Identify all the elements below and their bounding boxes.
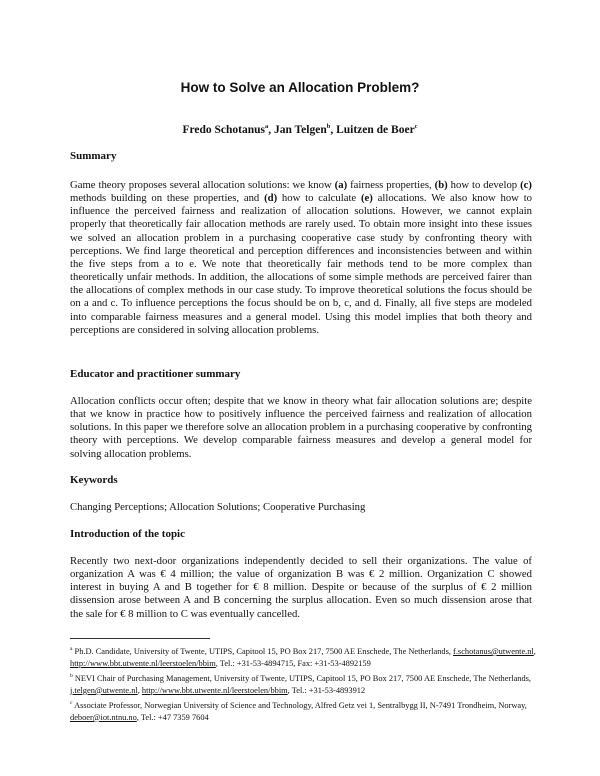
intro-paragraph: Recently two next-door organizations independently decided to sell their organizations. The value of organization A was € 4 million; the value of organization B was € 2 million. Organization C showed interest in buying A and B together for € 8 million. Despite or because of the surplus of € 2 million dissension arose between A and B concerning the surplus allocation. Even so much dissension arose that the sale for € 8 million to C was eventually cancelled. [70,555,532,620]
educator-paragraph: Allocation conflicts occur often; despite that we know in theory what fair allocation solutions are; despite that we know in practice how to positively influence the perceived fairness and realization of allocation solutions. In this paper we therefore solve an allocation problem in a purchasing cooperative by confronting theory with perceptions. We develop comparable fairness measures and develop a general model for solving allocation problems. [70,395,532,460]
affiliation-mark: a [264,123,269,130]
footnote-text: Associate Professor, Norwegian University of Science and Technology, Alfred Getz vei 1, Sentralbygg II, N-7491 Trondheim, Norway, [72,700,527,710]
web-link[interactable]: http://www.bbt.utwente.nl/leerstoelen/bbim [70,658,216,668]
intro-heading: Introduction of the topic [70,528,185,540]
educator-heading: Educator and practitioner summary [70,368,241,380]
affiliation-mark: b [326,123,331,130]
footnote-b [70,670,540,697]
email-link[interactable]: j.telgen@utwente.nl [70,685,138,695]
footnote-text: Ph.D. Candidate, University of Twente, UTIPS, Capitool 15, PO Box 217, 7500 AE Enschede, The Netherlands, [72,646,454,656]
text-run-bold: (b) [434,179,448,191]
text-run-bold: (a) [334,179,348,191]
summary-paragraph [70,179,532,337]
email-link[interactable]: deboer@iot.ntnu.no [70,712,137,722]
text-run-bold: (e) [360,192,373,205]
author-name: Luitzen de Boer [336,123,415,136]
text-run: how to develop [447,179,521,191]
author-separator: , [268,123,274,136]
keywords-heading: Keywords [70,474,118,486]
author-line [0,123,600,136]
footnote-a [70,643,540,670]
text-run: fairness properties, [347,179,435,191]
affiliation-mark: c [414,123,418,130]
footnote-separator: , [137,685,142,695]
text-run: allocations. We also know how to influence the perceived fairness and realization of allocation solutions. However, we cannot explain properly that theoretically fair allocation methods are rarely used. To obtain more insight into these issues we solved an allocation problem in a purchasing cooperative case study by confronting theory with perceptions. We find large theoretical and perception differences and inconsistencies between and within the five steps from a to e. We note that theoretically fair methods tend to be more complex than theoretically unfair methods. In addition, the allocations of some simple methods are perceived fairer than the allocations of complex methods in our case study. To improve theoretical solutions the focus should be on a and c. To influence perceptions the focus should be on b, c, and d. Finally, all five steps are modeled into comparable fairness measures and a general model. Using this model implies that both theory and perceptions are considered in solving allocation problems. [70,192,533,336]
footnote-text: , Tel.: +31-53-4894715, Fax: +31-53-4892159 [215,658,371,668]
footnote-text: NEVI Chair of Purchasing Management, University of Twente, UTIPS, Capitool 15, PO Box 217, 7500 AE Enschede, The Netherlands, [72,673,532,683]
paper-title: How to Solve an Allocation Problem? [180,80,420,95]
keywords-text: Changing Perceptions; Allocation Solutions; Cooperative Purchasing [70,501,366,513]
author-separator: , [330,123,337,136]
footnote-divider [70,638,210,639]
footnote-separator: , [533,646,536,656]
footnote-mark: c [70,700,73,706]
footnote-text: , Tel.: +47 7359 7604 [136,712,209,722]
text-run: how to calculate [277,192,361,205]
text-run: Game theory proposes several allocation solutions: we know [70,179,335,191]
summary-heading: Summary [70,150,117,162]
footnote-mark: b [70,673,73,679]
text-run-bold: (c) [520,179,532,191]
footnote-text: , Tel.: +31-53-4893912 [287,685,366,695]
text-run-bold: (d) [264,192,278,205]
footnote-mark: a [70,646,73,652]
web-link[interactable]: http://www.bbt.utwente.nl/leerstoelen/bbim [141,685,288,695]
footnote-c [70,697,540,724]
email-link[interactable]: f.schotanus@utwente.nl [453,646,534,656]
author-name: Fredo Schotanus [182,123,265,136]
text-run: methods building on these properties, and [70,192,265,205]
author-name: Jan Telgen [273,123,327,136]
